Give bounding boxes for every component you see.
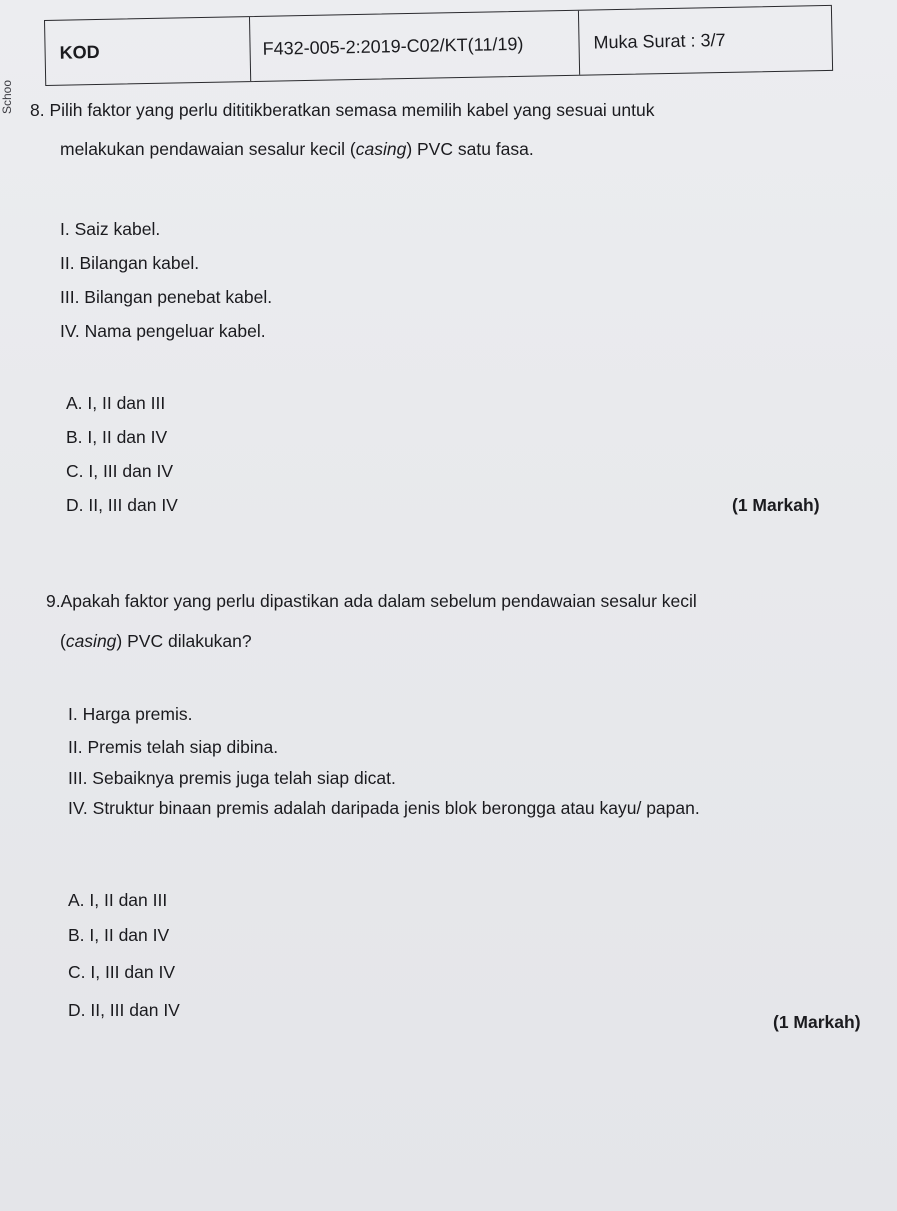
q8-option-b: B. I, II dan IV bbox=[66, 427, 168, 447]
q8-statement-3: III. Bilangan penebat kabel. bbox=[60, 287, 273, 307]
q8-option-c: C. I, III dan IV bbox=[66, 461, 173, 481]
q8-option-d: D. II, III dan IV bbox=[66, 495, 178, 515]
q9-line2: (casing) PVC dilakukan? bbox=[60, 631, 252, 651]
q9-marks: (1 Markah) bbox=[773, 1012, 861, 1032]
header-table bbox=[44, 5, 833, 86]
q8-statement-2: II. Bilangan kabel. bbox=[60, 253, 200, 273]
q9-option-a: A. I, II dan III bbox=[68, 890, 168, 910]
q8-line1: 8. Pilih faktor yang perlu dititikberatkan semasa memilih kabel yang sesuai untuk bbox=[30, 100, 655, 120]
side-text: Schoo bbox=[0, 80, 14, 115]
q8-marks: (1 Markah) bbox=[732, 495, 820, 515]
q9-statement-3: III. Sebaiknya premis juga telah siap dicat. bbox=[68, 768, 396, 788]
q9-option-b: B. I, II dan IV bbox=[68, 925, 170, 945]
q8-statement-1: I. Saiz kabel. bbox=[60, 219, 161, 239]
kod-label: KOD bbox=[45, 17, 251, 85]
q8-option-a: A. I, II dan III bbox=[66, 393, 166, 413]
document-code: F432-005-2:2019-C02/KT(11/19) bbox=[250, 11, 580, 81]
q8-statement-4: IV. Nama pengeluar kabel. bbox=[60, 321, 266, 341]
q9-statement-1: I. Harga premis. bbox=[68, 704, 193, 724]
q9-line1: 9.Apakah faktor yang perlu dipastikan ada dalam sebelum pendawaian sesalur kecil bbox=[46, 591, 697, 611]
q9-statement-2: II. Premis telah siap dibina. bbox=[68, 737, 279, 757]
q9-option-c: C. I, III dan IV bbox=[68, 962, 175, 982]
q9-option-d: D. II, III dan IV bbox=[68, 1000, 180, 1020]
page-number: Muka Surat : 3/7 bbox=[593, 29, 726, 52]
q8-line2: melakukan pendawaian sesalur kecil (casing) PVC satu fasa. bbox=[60, 139, 534, 159]
q9-statement-4: IV. Struktur binaan premis adalah daripada jenis blok berongga atau kayu/ papan. bbox=[68, 798, 700, 818]
